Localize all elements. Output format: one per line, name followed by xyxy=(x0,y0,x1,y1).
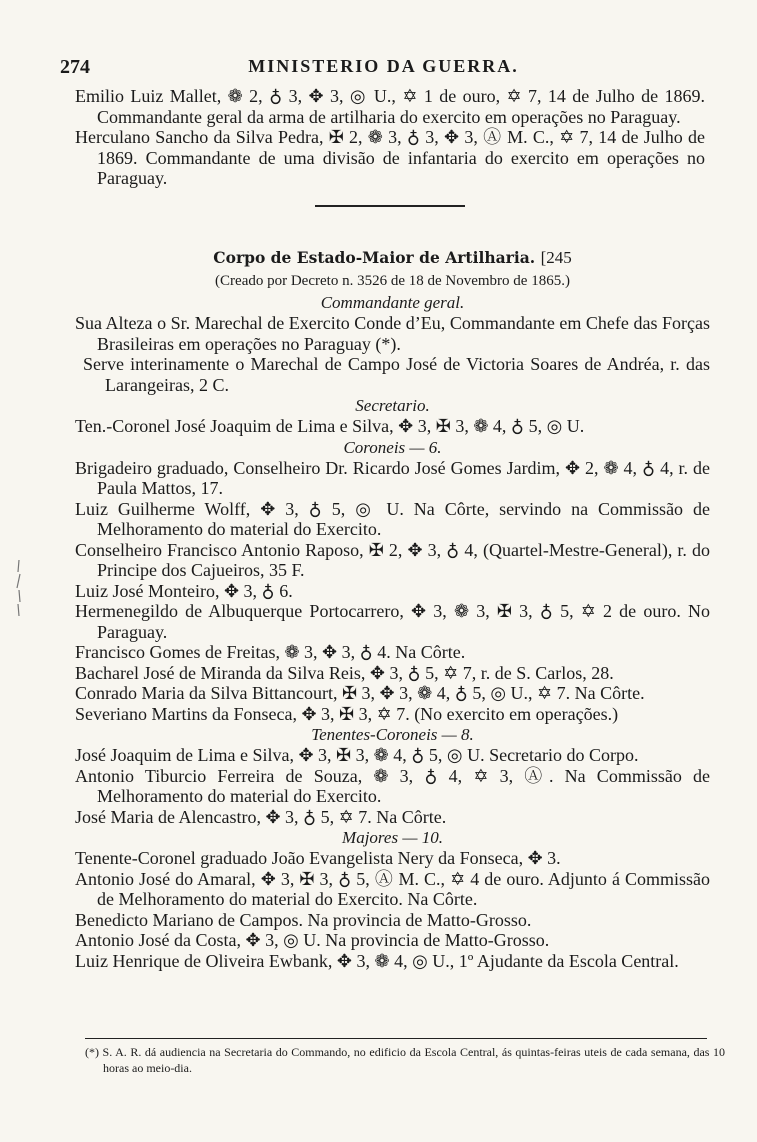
entry-major: Benedicto Mariano de Campos. Na provincia de Matto-Grosso. xyxy=(75,909,532,930)
entry-tenente-coronel: José Joaquim de Lima e Silva, ✥ 3, ✠ 3, ❁ 4, ♁ 5, ◎ U. Secretario do Corpo. xyxy=(75,745,639,765)
entry-coronel: Brigadeiro graduado, Conselheiro Dr. Ricardo José Gomes Jardim, ✥ 2, ❁ 4, ♁ 4, r. de Paula Mattos, 17. xyxy=(75,457,710,498)
entry-coronel: Severiano Martins da Fonseca, ✥ 3, ✠ 3, ✡ 7. (No exercito em operações.) xyxy=(75,703,619,724)
section-corpo-estado-maior xyxy=(75,236,710,971)
section-title-text: Corpo de Estado-Maior de Artilharia. xyxy=(213,248,536,267)
page-header xyxy=(60,56,707,82)
heading-coroneis: Coroneis — 6. xyxy=(343,437,442,457)
heading-commandante: Commandante geral. xyxy=(320,293,465,312)
entry-major: Luiz Henrique de Oliveira Ewbank, ✥ 3, ❁ 4, ◎ U., 1º Ajudante da Escola Central. xyxy=(75,950,679,971)
entry-conde-deu: Sua Alteza o Sr. Marechal de Exercito Conde d’Eu, Commandante em Chefe das Forças Brasileiras em operações no Paraguay (*). xyxy=(75,313,710,354)
margin-ink-mark-icon xyxy=(10,558,28,618)
entry-emilio-mallet: Emilio Luiz Mallet, ❁ 2, ♁ 3, ✥ 3, ◎ U., ✡ 1 de ouro, ✡ 7, 14 de Julho de 1869. Commandante geral da arma de artilharia do exercito em operações no Paraguay. xyxy=(75,86,705,127)
entry-coronel: Luiz José Monteiro, ✥ 3, ♁ 6. xyxy=(75,580,293,601)
footnote: (*) S. A. R. dá audiencia na Secretaria do Commando, no edificio da Escola Central, ás quintas-feiras uteis de cada semana, das 10 horas ao meio-dia. xyxy=(85,1045,725,1075)
entry-interim-andrea: Serve interinamente o Marechal de Campo José de Victoria Soares de Andréa, r. das Larangeiras, 2 C. xyxy=(83,354,710,395)
entry-tenente-coronel: Antonio Tiburcio Ferreira de Souza, ❁ 3, ♁ 4, ✡ 3, Ⓐ. Na Commissão de Melhoramento do material do Exercito. xyxy=(75,765,710,806)
section-title xyxy=(75,246,710,270)
section-subtitle: (Creado por Decreto n. 3526 de 18 de Novembro de 1865.) xyxy=(215,273,570,289)
section-title-number: [245 xyxy=(540,248,572,267)
entry-coronel: Hermenegildo de Albuquerque Portocarrero, ✥ 3, ❁ 3, ✠ 3, ♁ 5, ✡ 2 de ouro. No Paraguay. xyxy=(75,601,710,642)
entry-secretario-lima: Ten.-Coronel José Joaquim de Lima e Silva, ✥ 3, ✠ 3, ❁ 4, ♁ 5, ◎ U. xyxy=(75,416,585,436)
entry-major: Tenente-Coronel graduado João Evangelista Nery da Fonseca, ✥ 3. xyxy=(75,848,561,868)
heading-secretario: Secretario. xyxy=(355,396,430,415)
heading-tenentes-coroneis: Tenentes-Coroneis — 8. xyxy=(311,725,474,744)
entry-major: Antonio José do Amaral, ✥ 3, ✠ 3, ♁ 5, Ⓐ M. C., ✡ 4 de ouro. Adjunto á Commissão de Melhoramento do material do Exercito. Na Côrte. xyxy=(75,868,710,909)
running-title: MINISTERIO DA GUERRA. xyxy=(248,56,519,76)
entry-tenente-coronel: José Maria de Alencastro, ✥ 3, ♁ 5, ✡ 7. Na Côrte. xyxy=(75,806,447,827)
entry-coronel: Francisco Gomes de Freitas, ❁ 3, ✥ 3, ♁ 4. Na Côrte. xyxy=(75,642,466,662)
section-divider xyxy=(315,205,465,207)
entry-coronel: Conrado Maria da Silva Bittancourt, ✠ 3, ✥ 3, ❁ 4, ♁ 5, ◎ U., ✡ 7. Na Côrte. xyxy=(75,683,645,703)
page-number: 274 xyxy=(60,56,90,78)
entry-herculano-pedra: Herculano Sancho da Silva Pedra, ✠ 2, ❁ 3, ♁ 3, ✥ 3, Ⓐ M. C., ✡ 7, 14 de Julho de 1869. Commandante de uma divisão de infantaria do exercito em operações no Paraguay. xyxy=(75,127,705,188)
heading-majores: Majores — 10. xyxy=(342,828,443,847)
footnote-rule xyxy=(85,1038,707,1039)
entry-coronel: Conselheiro Francisco Antonio Raposo, ✠ 2, ✥ 3, ♁ 4, (Quartel-Mestre-General), r. do Principe dos Cajueiros, 35 F. xyxy=(75,539,710,580)
entry-coronel: Bacharel José de Miranda da Silva Reis, ✥ 3, ♁ 5, ✡ 7, r. de S. Carlos, 28. xyxy=(75,662,614,683)
section-artillery-command xyxy=(75,86,705,207)
entry-major: Antonio José da Costa, ✥ 3, ◎ U. Na provincia de Matto-Grosso. xyxy=(75,930,550,950)
entry-coronel: Luiz Guilherme Wolff, ✥ 3, ♁ 5, ◎ U. Na Côrte, servindo na Commissão de Melhoramento do material do Exercito. xyxy=(75,498,710,539)
